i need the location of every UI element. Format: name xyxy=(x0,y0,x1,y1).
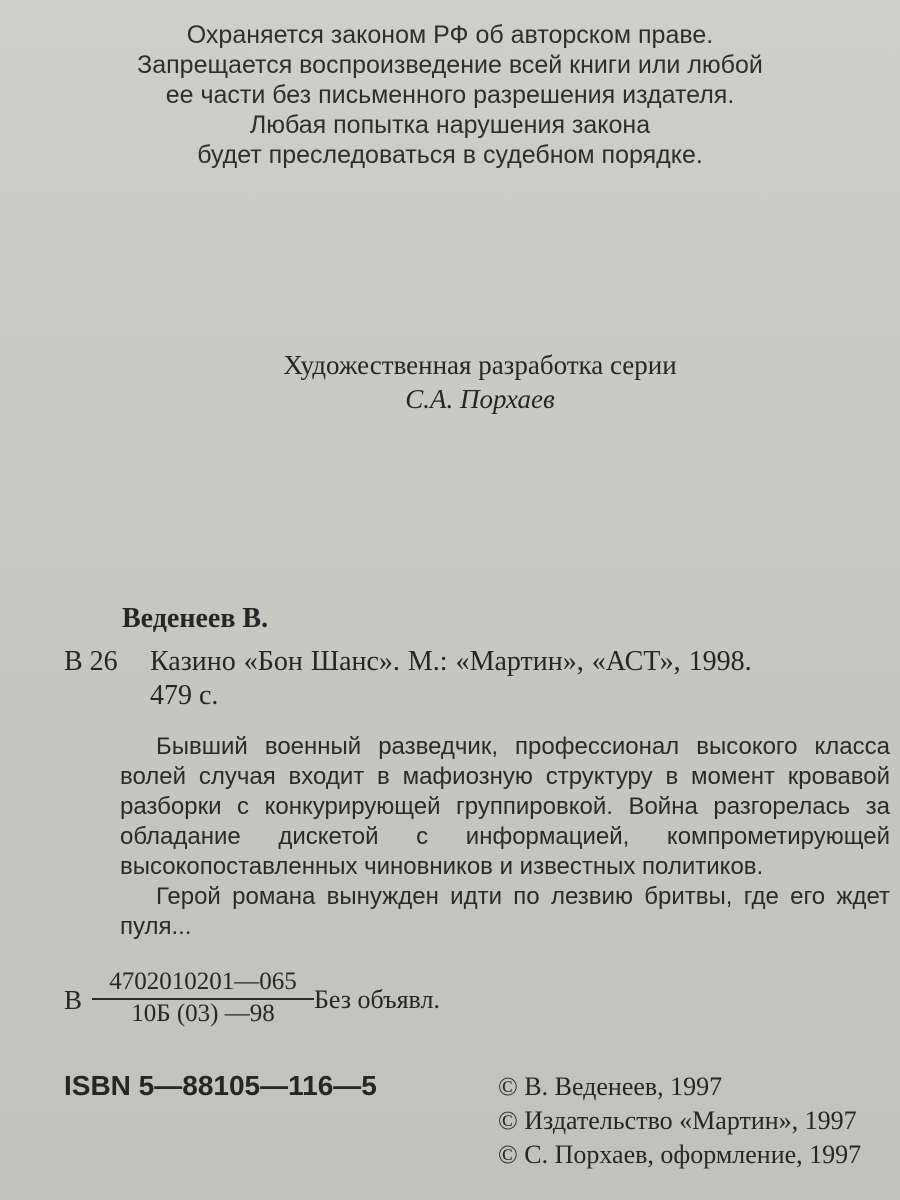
annotation-paragraph: Герой романа вынужден идти по лезвию бритвы, где его ждет пуля... xyxy=(120,883,890,940)
catalog-index: В 26 xyxy=(64,646,118,677)
catalog-page-count: 479 с. xyxy=(150,680,219,711)
classification-note: Без объявл. xyxy=(314,985,440,1014)
copyright-holder-line: © В. Веденеев, 1997 xyxy=(498,1072,723,1101)
copyright-holder-line: © С. Порхаев, оформление, 1997 xyxy=(498,1140,862,1169)
book-annotation xyxy=(120,732,890,942)
isbn-number: ISBN 5—88105—116—5 xyxy=(64,1070,377,1101)
copyright-holders xyxy=(498,1070,861,1172)
series-design-credit xyxy=(180,348,780,416)
copyright-notice xyxy=(100,20,800,170)
series-designer-name: С.А. Порхаев xyxy=(405,384,555,414)
copyright-notice-line: будет преследоваться в судебном порядке. xyxy=(197,141,703,169)
classification-denominator: 10Б (03) —98 xyxy=(131,1000,275,1027)
catalog-author: Веденеев В. xyxy=(122,603,269,634)
copyright-notice-line: Любая попытка нарушения закона xyxy=(249,111,651,139)
catalog-title-line: Казино «Бон Шанс». М.: «Мартин», «АСТ», 1998. xyxy=(150,646,752,677)
copyright-notice-line: ее части без письменного разрешения издателя. xyxy=(165,81,735,109)
classification-code-letter: В xyxy=(64,985,83,1015)
copyright-holder-line: © Издательство «Мартин», 1997 xyxy=(498,1106,857,1135)
copyright-notice-line: Запрещается воспроизведение всей книги или любой xyxy=(137,51,763,79)
classification-numerator: 4702010201—065 xyxy=(92,968,314,1000)
classification-fraction xyxy=(92,968,314,1028)
copyright-notice-line: Охраняется законом РФ об авторском праве. xyxy=(186,21,714,49)
annotation-paragraph: Бывший военный разведчик, профессионал высокого класса волей случая входит в мафиозную структуру в момент кровавой разборки с конкурирующей группировкой. Война разгорелась за обладание дискетой с информацией, компрометирующей высокопоставленных чиновников и известных политиков. xyxy=(120,733,890,880)
series-design-label: Художественная разработка серии xyxy=(283,350,677,380)
